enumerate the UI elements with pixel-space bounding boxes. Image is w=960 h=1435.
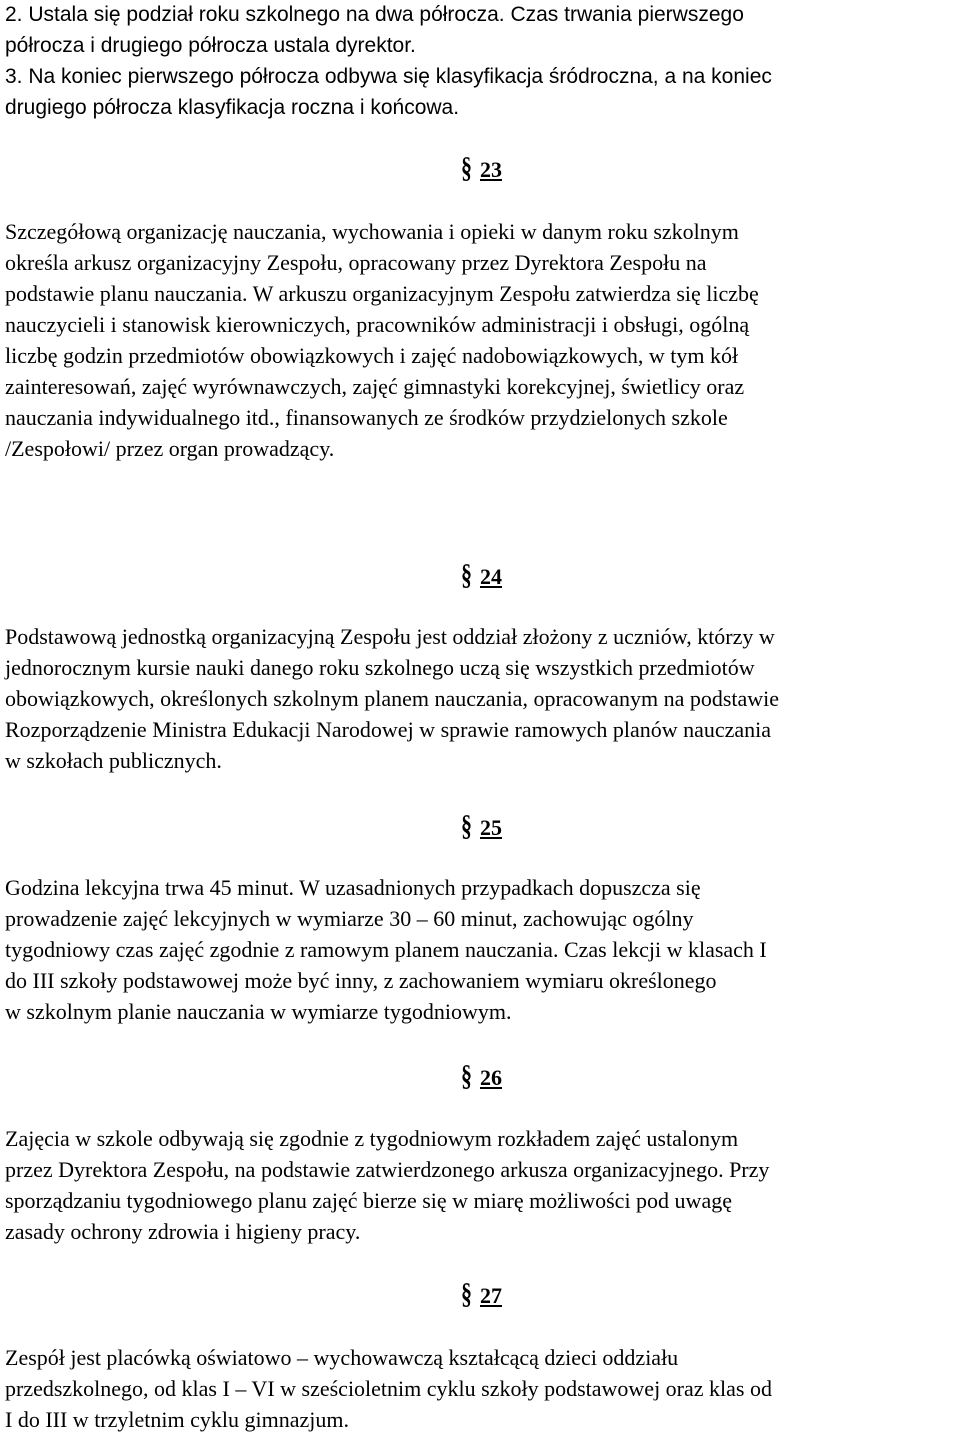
text-line: 3. Na koniec pierwszego półrocza odbywa się klasyfikacja śródroczna, a na koniec xyxy=(5,65,772,88)
text-line: drugiego półrocza klasyfikacja roczna i końcowa. xyxy=(5,96,460,119)
text-line: sporządzaniu tygodniowego planu zajęć bierze się w miarę możliwości pod uwagę xyxy=(5,1188,732,1213)
section-number: 25 xyxy=(480,815,502,840)
text-line: zainteresowań, zajęć wyrównawczych, zajęć gimnastyki korekcyjnej, świetlicy oraz xyxy=(5,374,745,399)
text-line: 2. Ustala się podział roku szkolnego na dwa półrocza. Czas trwania pierwszego xyxy=(5,3,744,26)
section-number: 23 xyxy=(480,157,502,182)
section-symbol: § xyxy=(461,808,472,843)
text-line: określa arkusz organizacyjny Zespołu, opracowany przez Dyrektora Zespołu na xyxy=(5,250,707,275)
text-line: zasady ochrony zdrowia i higieny pracy. xyxy=(5,1219,361,1244)
section-number: 27 xyxy=(480,1283,502,1308)
text-line: nauczycieli i stanowisk kierowniczych, pracowników administracji i obsługi, ogólną xyxy=(5,312,750,337)
text-line: I do III w trzyletnim cyklu gimnazjum. xyxy=(5,1407,349,1432)
text-line: Rozporządzenie Ministra Edukacji Narodowej w sprawie ramowych planów nauczania xyxy=(5,717,772,742)
text-line: Szczegółową organizację nauczania, wychowania i opieki w danym roku szkolnym xyxy=(5,219,739,244)
text-line: przedszkolnego, od klas I – VI w sześcioletnim cyklu szkoły podstawowej oraz klas od xyxy=(5,1376,772,1401)
text-line: w szkołach publicznych. xyxy=(5,748,222,773)
section-heading xyxy=(461,150,502,185)
text-line: liczbę godzin przedmiotów obowiązkowych i zajęć nadobowiązkowych, w tym kół xyxy=(5,343,739,368)
text-line: podstawie planu nauczania. W arkuszu organizacyjnym Zespołu zatwierdza się liczbę xyxy=(5,281,759,306)
text-line: prowadzenie zajęć lekcyjnych w wymiarze 30 – 60 minut, zachowując ogólny xyxy=(5,906,694,931)
text-line: w szkolnym planie nauczania w wymiarze tygodniowym. xyxy=(5,999,512,1024)
text-line: do III szkoły podstawowej może być inny, z zachowaniem wymiaru określonego xyxy=(5,968,717,993)
text-line: Podstawową jednostką organizacyjną Zespołu jest oddział złożony z uczniów, którzy w xyxy=(5,624,775,649)
text-line: Godzina lekcyjna trwa 45 minut. W uzasadnionych przypadkach dopuszcza się xyxy=(5,875,701,900)
section-heading xyxy=(461,1276,502,1311)
section-heading xyxy=(461,557,502,592)
text-line: jednorocznym kursie nauki danego roku szkolnego uczą się wszystkich przedmiotów xyxy=(5,655,755,680)
section-heading xyxy=(461,1058,502,1093)
section-symbol: § xyxy=(461,1058,472,1093)
section-heading xyxy=(461,808,502,843)
text-line: Zajęcia w szkole odbywają się zgodnie z tygodniowym rozkładem zajęć ustalonym xyxy=(5,1126,739,1151)
text-line: nauczania indywidualnego itd., finansowanych ze środków przydzielonych szkole xyxy=(5,405,728,430)
section-symbol: § xyxy=(461,557,472,592)
text-line: tygodniowy czas zajęć zgodnie z ramowym planem nauczania. Czas lekcji w klasach I xyxy=(5,937,767,962)
section-symbol: § xyxy=(461,1276,472,1311)
text-line: Zespół jest placówką oświatowo – wychowawczą kształcącą dzieci oddziału xyxy=(5,1345,679,1370)
section-number: 24 xyxy=(480,564,502,589)
section-number: 26 xyxy=(480,1065,502,1090)
section-symbol: § xyxy=(461,150,472,185)
text-line: półrocza i drugiego półrocza ustala dyrektor. xyxy=(5,34,416,57)
text-line: obowiązkowych, określonych szkolnym planem nauczania, opracowanym na podstawie xyxy=(5,686,780,711)
text-line: przez Dyrektora Zespołu, na podstawie zatwierdzonego arkusza organizacyjnego. Przy xyxy=(5,1157,770,1182)
text-line: /Zespołowi/ przez organ prowadzący. xyxy=(5,436,335,461)
